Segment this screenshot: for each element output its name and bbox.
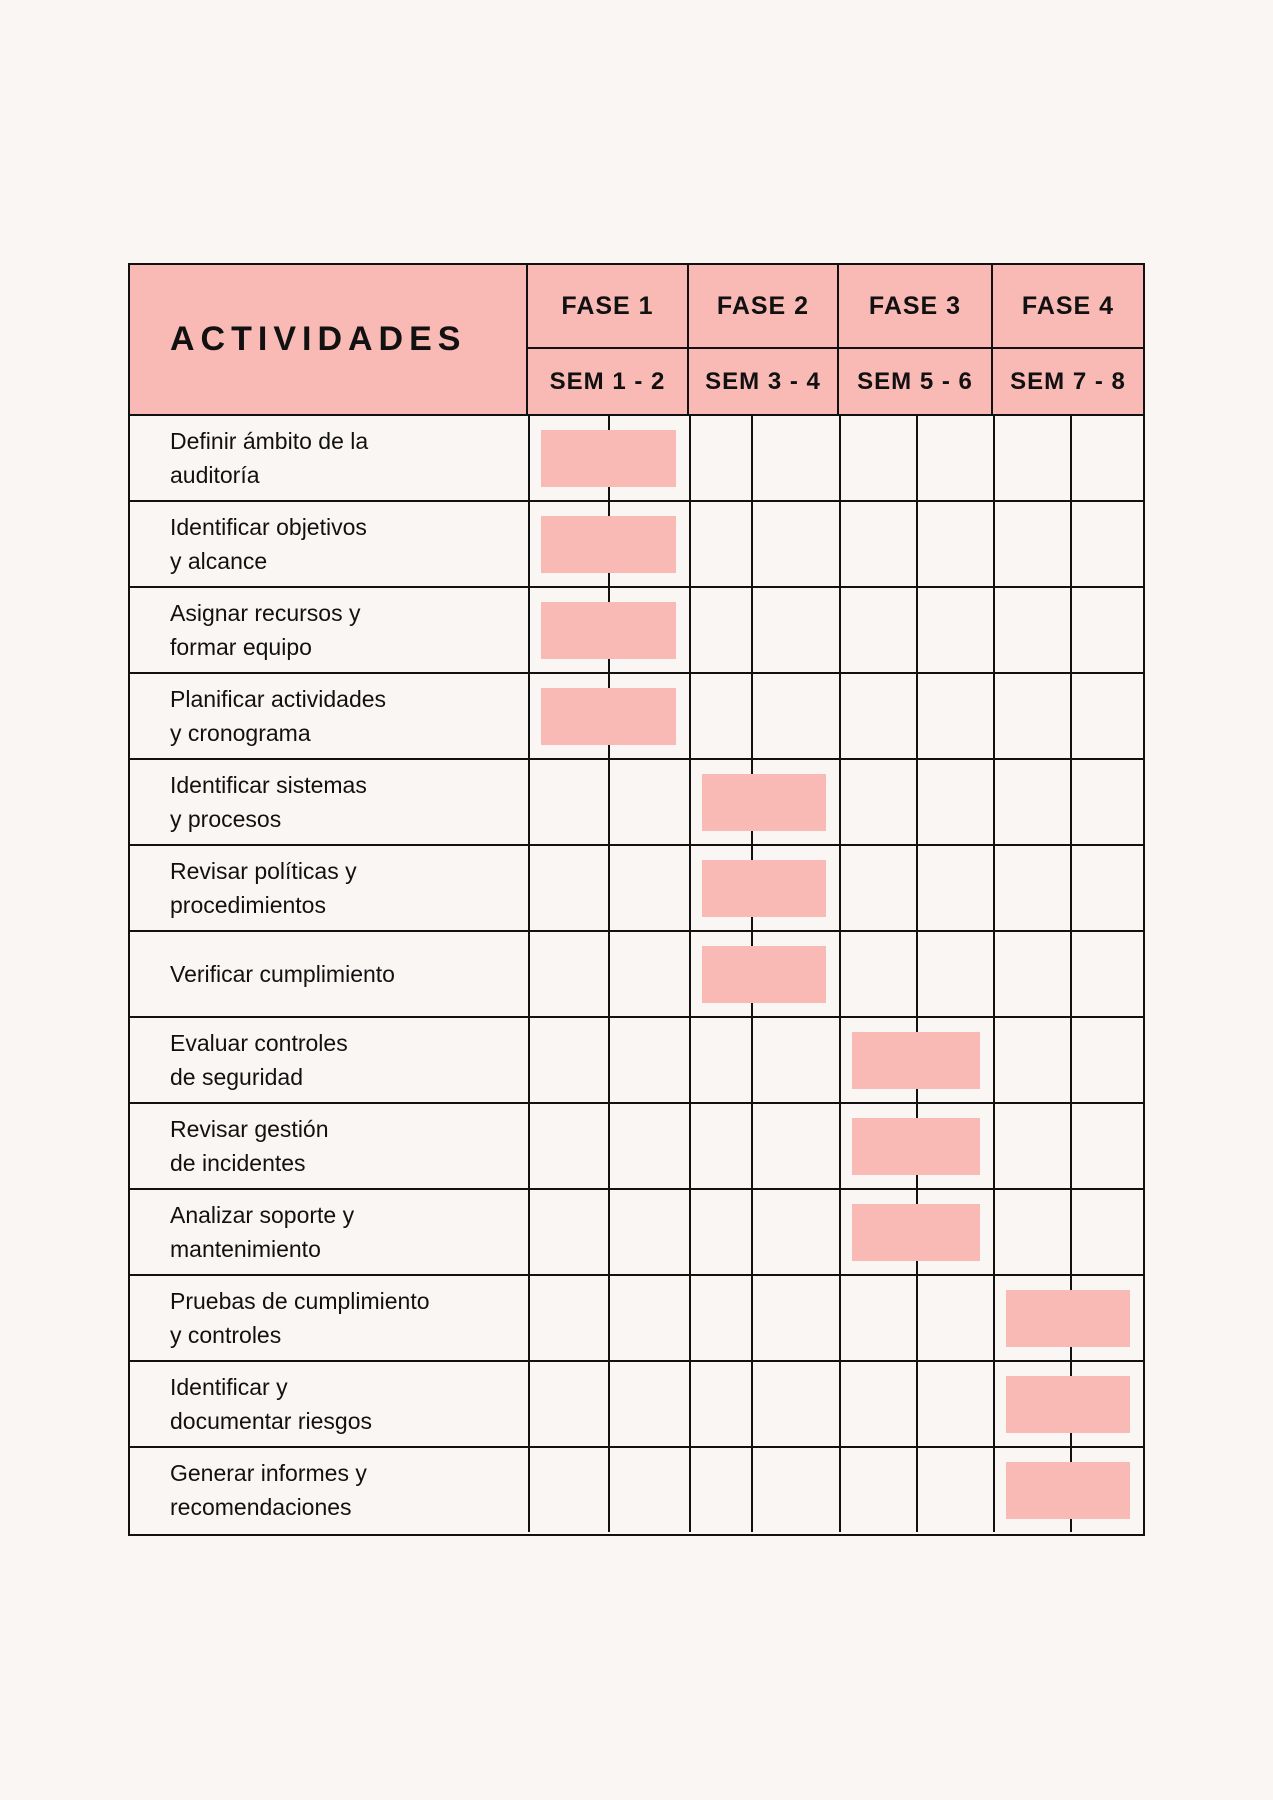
activity-label-line1: Planificar actividades (170, 686, 387, 712)
grid-line (1070, 846, 1072, 930)
grid-line (993, 1190, 995, 1274)
grid-line (528, 1190, 530, 1274)
grid-line (1070, 760, 1072, 844)
grid-line (528, 674, 530, 758)
grid-line (751, 502, 753, 586)
grid-line (839, 846, 841, 930)
table-row (130, 1448, 1143, 1534)
activity-label-line2: auditoría (170, 462, 260, 488)
phase-2-header: FASE 2 (689, 265, 839, 349)
activity-label-line1: Identificar objetivos (170, 514, 367, 540)
activity-label-line2: y alcance (170, 548, 268, 574)
grid-line (993, 1018, 995, 1102)
grid-line (993, 1276, 995, 1360)
grid-line (689, 846, 691, 930)
grid-line (751, 588, 753, 672)
grid-line (1070, 1190, 1072, 1274)
grid-line (528, 1362, 530, 1446)
activity-label (170, 674, 520, 758)
phase-3-header: FASE 3 (839, 265, 993, 349)
table-row (130, 1276, 1143, 1362)
grid-line (839, 1362, 841, 1446)
grid-line (689, 1018, 691, 1102)
grid-line (916, 674, 918, 758)
grid-line (689, 932, 691, 1016)
grid-line (1070, 588, 1072, 672)
grid-line (1070, 1018, 1072, 1102)
grid-line (608, 760, 610, 844)
activity-label (170, 1190, 520, 1274)
grid-line (689, 1190, 691, 1274)
grid-line (993, 1448, 995, 1532)
grid-line (1070, 416, 1072, 500)
activity-label-line2: formar equipo (170, 634, 312, 660)
activity-label-line1: Asignar recursos y (170, 600, 361, 626)
grid-line (839, 502, 841, 586)
grid-line (916, 932, 918, 1016)
activity-label-line2: de incidentes (170, 1150, 306, 1176)
grid-line (839, 1276, 841, 1360)
weeks-7-8-header: SEM 7 - 8 (993, 349, 1143, 416)
activity-label-line1: Identificar sistemas (170, 772, 367, 798)
grid-line (528, 1104, 530, 1188)
table-row (130, 1362, 1143, 1448)
grid-line (689, 416, 691, 500)
grid-line (689, 674, 691, 758)
table-row (130, 588, 1143, 674)
grid-line (751, 1448, 753, 1532)
grid-line (1070, 674, 1072, 758)
table-row (130, 1104, 1143, 1190)
activity-label (170, 588, 520, 672)
grid-line (839, 1190, 841, 1274)
phase-4-bar (1006, 1376, 1130, 1433)
grid-line (916, 502, 918, 586)
grid-line (993, 416, 995, 500)
grid-line (839, 1104, 841, 1188)
grid-line (689, 502, 691, 586)
grid-line (839, 760, 841, 844)
grid-line (608, 1448, 610, 1532)
activity-label (170, 1104, 520, 1188)
phase-2-bar (702, 860, 826, 917)
grid-line (528, 932, 530, 1016)
activity-label-line1: Pruebas de cumplimiento (170, 1288, 430, 1314)
grid-line (608, 1190, 610, 1274)
table-row (130, 1018, 1143, 1104)
table-row (130, 674, 1143, 760)
grid-line (689, 1362, 691, 1446)
activities-header: ACTIVIDADES (130, 265, 528, 416)
activity-label-line1: Analizar soporte y (170, 1202, 355, 1228)
phase-4-header: FASE 4 (993, 265, 1143, 349)
grid-line (916, 588, 918, 672)
phase-3-bar (852, 1032, 980, 1089)
grid-line (993, 846, 995, 930)
grid-line (993, 588, 995, 672)
grid-line (1070, 502, 1072, 586)
table-row (130, 846, 1143, 932)
grid-line (608, 932, 610, 1016)
grid-line (751, 674, 753, 758)
grid-line (839, 588, 841, 672)
activity-label-line1: Revisar gestión (170, 1116, 329, 1142)
activity-label-line1: Evaluar controles (170, 1030, 348, 1056)
table-row (130, 1190, 1143, 1276)
weeks-5-6-header: SEM 5 - 6 (839, 349, 993, 416)
phase-1-bar (541, 602, 676, 659)
grid-line (916, 1362, 918, 1446)
activity-label (170, 1276, 520, 1360)
grid-line (528, 1276, 530, 1360)
grid-line (689, 1276, 691, 1360)
activity-label (170, 760, 520, 844)
phase-3-bar (852, 1118, 980, 1175)
gantt-schedule-table (128, 263, 1145, 1536)
activity-label (170, 932, 520, 1016)
table-row (130, 760, 1143, 846)
activity-label (170, 1448, 520, 1532)
activity-label-line2: mantenimiento (170, 1236, 321, 1262)
grid-line (528, 1448, 530, 1532)
phase-1-bar (541, 516, 676, 573)
grid-line (608, 1362, 610, 1446)
phase-4-bar (1006, 1290, 1130, 1347)
grid-line (839, 1018, 841, 1102)
grid-line (916, 1448, 918, 1532)
phase-1-bar (541, 430, 676, 487)
activity-label-line1: Identificar y (170, 1374, 288, 1400)
activity-label-line2: de seguridad (170, 1064, 303, 1090)
grid-line (993, 1104, 995, 1188)
phase-4-bar (1006, 1462, 1130, 1519)
grid-line (608, 846, 610, 930)
grid-line (993, 502, 995, 586)
grid-line (993, 1362, 995, 1446)
activity-label (170, 502, 520, 586)
table-row (130, 932, 1143, 1018)
activity-label-line1: Generar informes y (170, 1460, 367, 1486)
activity-label-line2: documentar riesgos (170, 1408, 372, 1434)
grid-line (751, 1362, 753, 1446)
grid-line (1070, 932, 1072, 1016)
table-row (130, 502, 1143, 588)
activity-label-line2: y cronograma (170, 720, 311, 746)
activity-label-line2: y procesos (170, 806, 282, 832)
phase-1-bar (541, 688, 676, 745)
phase-2-bar (702, 946, 826, 1003)
grid-line (751, 416, 753, 500)
table-row (130, 416, 1143, 502)
grid-line (916, 1276, 918, 1360)
activity-label (170, 846, 520, 930)
grid-line (528, 502, 530, 586)
grid-line (689, 1104, 691, 1188)
phase-2-bar (702, 774, 826, 831)
weeks-1-2-header: SEM 1 - 2 (528, 349, 689, 416)
grid-line (751, 1190, 753, 1274)
grid-line (751, 1104, 753, 1188)
grid-line (916, 846, 918, 930)
grid-line (993, 932, 995, 1016)
grid-line (689, 588, 691, 672)
grid-line (916, 760, 918, 844)
grid-line (528, 846, 530, 930)
grid-line (839, 674, 841, 758)
grid-line (916, 416, 918, 500)
phase-1-header: FASE 1 (528, 265, 689, 349)
activity-label (170, 416, 520, 500)
activity-label-line2: procedimientos (170, 892, 326, 918)
activity-label-line1: Revisar políticas y (170, 858, 357, 884)
grid-line (689, 760, 691, 844)
grid-line (608, 1018, 610, 1102)
grid-line (1070, 1104, 1072, 1188)
activity-label-line1: Definir ámbito de la (170, 428, 369, 454)
grid-line (689, 1448, 691, 1532)
activity-label (170, 1018, 520, 1102)
grid-line (839, 932, 841, 1016)
grid-line (528, 588, 530, 672)
activity-label-line2: recomendaciones (170, 1494, 352, 1520)
grid-line (528, 760, 530, 844)
activity-label (170, 1362, 520, 1446)
grid-line (528, 1018, 530, 1102)
grid-line (608, 1276, 610, 1360)
grid-line (839, 416, 841, 500)
grid-line (751, 1018, 753, 1102)
grid-line (993, 674, 995, 758)
activity-label-line2: y controles (170, 1322, 282, 1348)
grid-line (993, 760, 995, 844)
activity-label-line1: Verificar cumplimiento (170, 961, 395, 987)
grid-line (528, 416, 530, 500)
grid-line (751, 1276, 753, 1360)
weeks-3-4-header: SEM 3 - 4 (689, 349, 839, 416)
phase-3-bar (852, 1204, 980, 1261)
grid-line (839, 1448, 841, 1532)
grid-line (608, 1104, 610, 1188)
